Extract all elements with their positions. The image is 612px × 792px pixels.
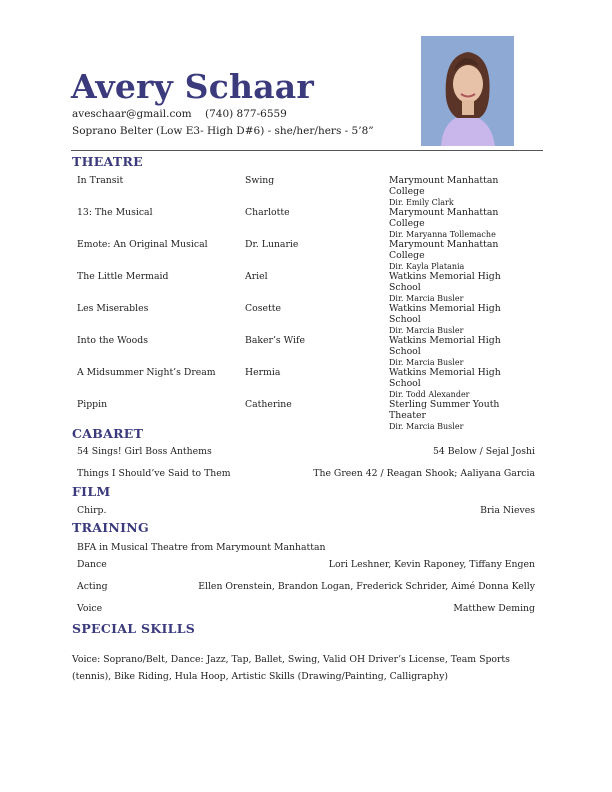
headshot-photo — [421, 36, 514, 146]
film-heading: FILM — [72, 484, 111, 499]
email-text: aveschaar@gmail.com — [72, 108, 192, 120]
training-heading: TRAINING — [72, 520, 150, 535]
theatre-heading: THEATRE — [72, 154, 143, 169]
header-divider — [71, 150, 543, 151]
special-skills-text: Voice: Soprano/Belt, Dance: Jazz, Tap, Ballet, Swing, Valid OH Driver’s License, Team Sports (tennis), Bike Riding, Hula Hoop, Artistic Skills (Drawing/Painting, Calligraphy) — [72, 654, 510, 682]
contact-line — [72, 108, 287, 120]
voice-line: Soprano Belter (Low E3- High D#6) - she/her/hers - 5’8” — [72, 125, 374, 137]
special-skills-heading: SPECIAL SKILLS — [72, 621, 196, 636]
resume-name: Avery Schaar — [71, 67, 314, 106]
cabaret-heading: CABARET — [72, 426, 144, 441]
headshot-image — [421, 36, 514, 146]
phone-text: (740) 877-6559 — [204, 108, 287, 120]
